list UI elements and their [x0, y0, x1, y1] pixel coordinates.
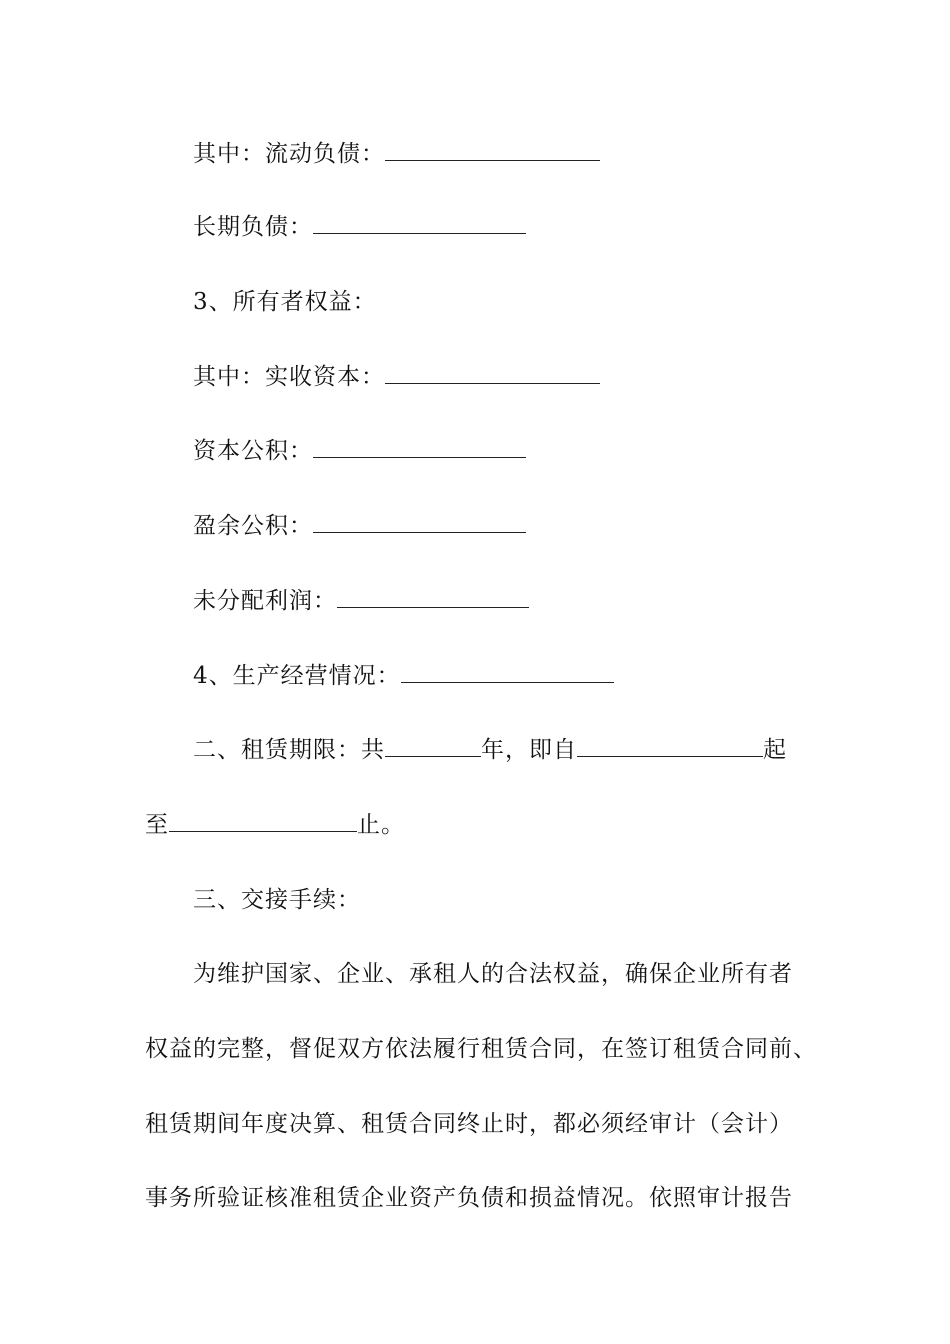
current-liabilities-blank — [385, 140, 600, 161]
surplus-reserve-blank — [313, 512, 526, 533]
lease-years-blank — [385, 736, 481, 757]
lease-start-blank — [577, 736, 763, 757]
paid-in-capital-line — [193, 362, 600, 392]
paragraph-line-3 — [145, 1109, 793, 1139]
lease-from-label: 年，即自 — [481, 737, 577, 763]
long-term-liabilities-label: 长期负债： — [193, 214, 313, 240]
lease-start-suffix: 起 — [763, 737, 787, 763]
operations-status-blank — [401, 662, 614, 683]
lease-end-blank — [169, 811, 357, 832]
lease-term-label: 二、租赁期限：共 — [193, 737, 385, 763]
paragraph-text-3: 租赁期间年度决算、租赁合同终止时，都必须经审计（会计） — [145, 1111, 793, 1137]
owners-equity-heading — [193, 287, 377, 317]
operations-status-line — [193, 661, 614, 691]
paragraph-line-4 — [145, 1183, 793, 1213]
current-liabilities-label: 其中：流动负债： — [193, 141, 385, 167]
capital-reserve-blank — [313, 437, 526, 458]
surplus-reserve-line — [193, 511, 526, 541]
handover-heading — [193, 885, 361, 915]
paragraph-line-1 — [193, 959, 793, 989]
paid-in-capital-label: 其中：实收资本： — [193, 364, 385, 390]
undistributed-profit-line — [193, 586, 529, 616]
long-term-liabilities-line — [193, 212, 526, 242]
paragraph-text-1: 为维护国家、企业、承租人的合法权益，确保企业所有者 — [193, 961, 793, 987]
paragraph-text-4: 事务所验证核准租赁企业资产负债和损益情况。依照审计报告 — [145, 1185, 793, 1211]
operations-status-label: 4、生产经营情况： — [193, 663, 401, 689]
undistributed-profit-label: 未分配利润： — [193, 588, 337, 614]
paid-in-capital-blank — [385, 363, 600, 384]
long-term-liabilities-blank — [313, 213, 526, 234]
capital-reserve-label: 资本公积： — [193, 438, 313, 464]
surplus-reserve-label: 盈余公积： — [193, 513, 313, 539]
lease-end-suffix: 止。 — [357, 812, 405, 838]
handover-label: 三、交接手续： — [193, 887, 361, 913]
paragraph-text-2: 权益的完整，督促双方依法履行租赁合同，在签订租赁合同前、 — [145, 1036, 817, 1062]
lease-term-line — [193, 735, 787, 765]
capital-reserve-line — [193, 436, 526, 466]
owners-equity-label: 3、所有者权益： — [193, 289, 377, 315]
lease-end-line — [145, 810, 405, 840]
current-liabilities-line — [193, 139, 600, 169]
lease-to-label: 至 — [145, 812, 169, 838]
paragraph-line-2 — [145, 1034, 817, 1064]
undistributed-profit-blank — [337, 587, 529, 608]
